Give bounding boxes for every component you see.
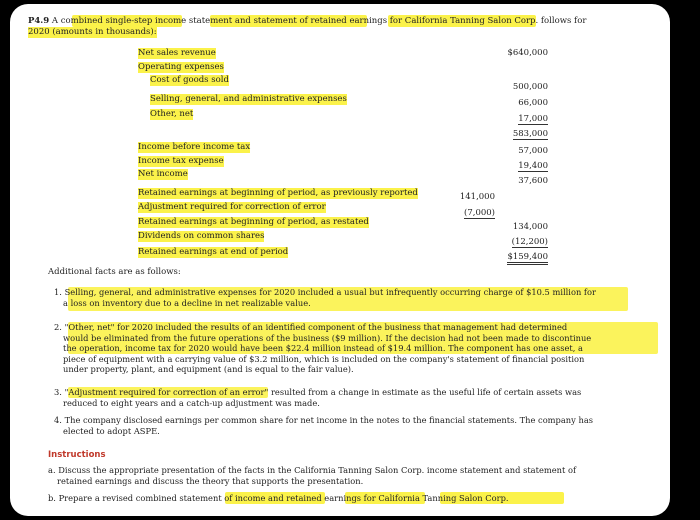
row-amount: $640,000 xyxy=(507,48,548,58)
row-label: Net sales revenue xyxy=(138,48,216,58)
row-amount: 583,000 xyxy=(512,129,548,139)
row-amount: $159,400 xyxy=(488,252,548,263)
additional-heading: Additional facts are as follows: xyxy=(48,267,181,277)
row-amount: 66,000 xyxy=(518,98,548,108)
fact-item-1: 1. Selling, general, and administrative expenses for 2020 included a usual but infrequently occurring charge of $10.5 million for a loss on inventory due to a decline in net realizable value. xyxy=(54,287,596,308)
row-label: Dividends on common shares xyxy=(138,231,265,241)
instruction-a: a. Discuss the appropriate presentation of the facts in the California Tanning Salon Corp. income statement and statement of retained earnings and discuss the theory that supports the presentation. xyxy=(48,465,577,486)
row-amount: 500,000 xyxy=(512,82,548,92)
fact-item-4: 4. The company disclosed earnings per common share for net income in the notes to the financial statements. The company has elected to adopt ASPE. xyxy=(54,415,594,436)
document-page xyxy=(10,4,670,516)
problem-intro-line2: 2020 (amounts in thousands): xyxy=(28,27,157,37)
row-amount: 19,400 xyxy=(518,161,548,171)
row-label: Adjustment required for correction of error xyxy=(138,202,326,212)
row-label: Net income xyxy=(138,169,188,179)
row-label: Other, net xyxy=(150,109,194,119)
fact-item-2: 2. "Other, net" for 2020 included the results of an identified component of the business that management had determined would be eliminated from the future operations of the business ($9 million). If the decision had not been made to discontinue the operation, income tax for 2020 would have been $22.4 million instead of $19.4 million. The component has one asset, a piece of equipment with a carrying value of $3.2 million, which is included on the company's statement of financial position under property, plant, and equipment (and is equal to the fair value). xyxy=(54,322,592,375)
row-amount: (12,200) xyxy=(511,237,548,247)
row-label: Retained earnings at beginning of period, as restated xyxy=(138,217,369,227)
row-amount: 37,600 xyxy=(518,176,548,186)
row-subamount: 141,000 xyxy=(459,192,495,202)
row-label: Cost of goods sold xyxy=(150,75,229,85)
instructions-heading: Instructions xyxy=(48,450,106,460)
row-label: Selling, general, and administrative expenses xyxy=(150,94,347,104)
instruction-b: b. Prepare a revised combined statement of income and retained earnings for California Tanning Salon Corp. xyxy=(48,493,509,503)
fact-item-3: 3. "Adjustment required for correction of an error" resulted from a change in estimate as the useful life of certain assets was reduced to eight years and a catch-up adjustment was made. xyxy=(54,387,582,408)
row-label: Retained earnings at end of period xyxy=(138,247,289,257)
row-amount: 17,000 xyxy=(518,114,548,124)
row-amount: 57,000 xyxy=(518,146,548,156)
problem-intro-line1: P4.9 A combined single-step income statement and statement of retained earnings for California Tanning Salon Corp. follows for xyxy=(28,16,587,26)
row-label: Income before income tax xyxy=(138,142,251,152)
problem-number: P4.9 xyxy=(28,16,50,26)
row-amount: 134,000 xyxy=(512,222,548,232)
row-label: Income tax expense xyxy=(138,156,224,166)
row-subamount: (7,000) xyxy=(464,208,495,218)
row-label: Operating expenses xyxy=(138,62,224,72)
row-label: Retained earnings at beginning of period, as previously reported xyxy=(138,188,418,198)
